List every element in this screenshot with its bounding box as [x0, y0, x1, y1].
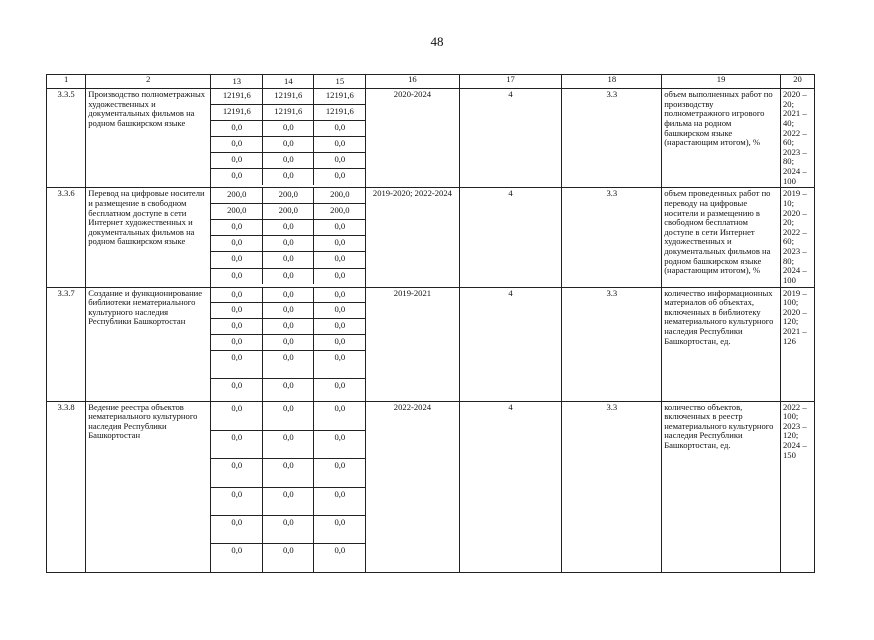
table-row — [47, 287, 815, 401]
value-cell: 0,0 — [314, 488, 365, 516]
value-cell: 200,0 — [263, 203, 314, 219]
value-cell: 0,0 — [314, 288, 365, 303]
target-line: 2024 – 100 — [782, 166, 807, 186]
table-row — [47, 188, 815, 287]
value-cell: 12191,6 — [263, 89, 314, 104]
row-targets — [780, 89, 814, 188]
row-col18: 3.3 — [562, 287, 662, 401]
value-cell: 0,0 — [314, 351, 365, 379]
header-cell: 13 — [211, 75, 262, 88]
table-body — [47, 75, 815, 573]
value-cell: 0,0 — [314, 335, 365, 351]
row-indicator: количество информационных материалов об объектах, включенных в библиотеку нематериального культурного наследия Республики Башкортостан, ед. — [662, 287, 781, 401]
value-cell: 0,0 — [314, 136, 365, 152]
value-cell: 12191,6 — [263, 104, 314, 120]
value-cell: 0,0 — [211, 488, 262, 516]
value-cell: 0,0 — [211, 120, 262, 136]
value-cell: 0,0 — [263, 319, 314, 335]
value-cell: 0,0 — [263, 351, 314, 379]
header-cell: 1 — [47, 75, 86, 89]
values-grid — [211, 89, 365, 185]
value-cell: 0,0 — [334, 545, 346, 555]
row-index: 3.3.8 — [47, 401, 86, 572]
target-line: 2024 – 150 — [782, 440, 807, 460]
value-cell: 0,0 — [263, 488, 314, 516]
value-cell: 0,0 — [314, 235, 365, 251]
value-cell: 0,0 — [263, 120, 314, 136]
value-cell: 0,0 — [211, 402, 262, 431]
row-col17: 4 — [459, 401, 562, 572]
target-line: 2022 – 60; — [782, 127, 807, 148]
table-row — [47, 89, 815, 188]
row-col17: 4 — [459, 89, 562, 188]
row-values — [211, 89, 366, 188]
header-row — [47, 75, 815, 89]
row-col17: 4 — [459, 287, 562, 401]
row-index: 3.3.7 — [47, 287, 86, 401]
row-values — [211, 287, 366, 401]
value-cell: 0,0 — [211, 459, 262, 488]
row-indicator: объем выполненных работ по производству полнометражного игрового фильма на родном башкирском языке (нарастающим итогом), % — [662, 89, 781, 188]
value-cell: 0,0 — [263, 544, 314, 572]
value-cell: 12191,6 — [314, 104, 365, 120]
value-cell: 0,0 — [211, 379, 262, 401]
target-line: 2023 – 80; — [782, 146, 807, 167]
value-cell: 0,0 — [211, 303, 262, 319]
value-cell: 0,0 — [314, 251, 365, 268]
header-cell: 17 — [459, 75, 562, 89]
value-cell: 0,0 — [334, 269, 346, 280]
target-line: 2023 – 80; — [782, 246, 807, 266]
value-cell: 0,0 — [263, 219, 314, 235]
row-values — [211, 401, 366, 572]
row-indicator: объем проведенных работ по переводу на цифровые носители и размещению в свободном бесплатном доступе в сети Интернет художественных и документальных фильмов на родном башкирском языке (нарастающим итогом), % — [662, 188, 781, 287]
row-col18: 3.3 — [562, 89, 662, 188]
value-cell: 0,0 — [314, 319, 365, 335]
value-cell: 200,0 — [314, 203, 365, 219]
value-cell: 0,0 — [211, 168, 262, 185]
value-cell: 0,0 — [314, 152, 365, 168]
row-targets — [780, 401, 814, 572]
table-row — [47, 401, 815, 572]
row-index: 3.3.6 — [47, 188, 86, 287]
value-cell: 0,0 — [211, 268, 262, 284]
row-period: 2019-2020; 2022-2024 — [366, 188, 459, 287]
target-line: 2022 – 100; — [782, 401, 807, 422]
value-cell: 200,0 — [263, 188, 314, 203]
value-cell: 12191,6 — [314, 89, 365, 104]
value-cell: 0,0 — [314, 402, 365, 431]
value-cell: 0,0 — [211, 431, 262, 459]
value-cell: 0,0 — [211, 544, 262, 572]
value-cell: 0,0 — [263, 168, 314, 185]
value-cell: 0,0 — [334, 380, 346, 390]
target-line: 2020 – 20; — [782, 89, 807, 109]
value-cell: 0,0 — [211, 319, 262, 335]
row-name: Перевод на цифровые носители и размещение в свободном бесплатном доступе в сети Интернет художественных и документальных фильмов на родном башкирском языке — [86, 188, 211, 287]
row-col18: 3.3 — [562, 188, 662, 287]
row-col18: 3.3 — [562, 401, 662, 572]
value-cell: 0,0 — [263, 303, 314, 319]
target-line: 2019 – 100; — [782, 287, 807, 308]
values-grid — [211, 288, 365, 401]
row-period: 2019-2021 — [366, 287, 459, 401]
row-targets — [780, 287, 814, 401]
value-cell: 0,0 — [263, 379, 314, 401]
target-line: 2023 – 120; — [782, 420, 807, 441]
value-cell: 0,0 — [314, 516, 365, 544]
value-cell: 0,0 — [314, 459, 365, 488]
value-cell: 0,0 — [314, 303, 365, 319]
value-cell: 0,0 — [314, 431, 365, 459]
value-cell: 0,0 — [263, 152, 314, 168]
value-cell: 0,0 — [314, 219, 365, 235]
value-cell: 0,0 — [263, 235, 314, 251]
value-cell: 12191,6 — [211, 104, 262, 120]
header-cell: 20 — [780, 75, 814, 89]
header-cell: 2 — [86, 75, 211, 89]
value-cell: 0,0 — [211, 152, 262, 168]
value-cell: 0,0 — [263, 402, 314, 431]
value-cell: 0,0 — [314, 120, 365, 136]
value-cell: 0,0 — [334, 169, 346, 180]
row-period: 2022-2024 — [366, 401, 459, 572]
value-cell: 0,0 — [263, 516, 314, 544]
value-cell: 0,0 — [263, 459, 314, 488]
row-period: 2020-2024 — [366, 89, 459, 188]
header-cell: 14 — [263, 75, 314, 88]
header-cols-13-15 — [211, 75, 366, 89]
row-targets — [780, 188, 814, 287]
row-values — [211, 188, 366, 287]
values-grid — [211, 188, 365, 284]
value-cell: 0,0 — [263, 335, 314, 351]
value-cell: 0,0 — [263, 136, 314, 152]
value-cell: 0,0 — [263, 431, 314, 459]
values-grid — [211, 402, 365, 572]
value-cell: 200,0 — [211, 188, 262, 203]
target-line: 2024 – 100 — [782, 265, 807, 285]
value-cell: 0,0 — [211, 251, 262, 268]
row-index: 3.3.5 — [47, 89, 86, 188]
page-number: 48 — [430, 34, 444, 49]
value-cell: 0,0 — [211, 351, 262, 379]
target-line: 2021 – 40; — [782, 108, 807, 128]
row-name: Ведение реестра объектов нематериального культурного наследия Республики Башкортостан — [86, 401, 211, 572]
target-line: 2021 – 126 — [782, 326, 807, 346]
row-col17: 4 — [459, 188, 562, 287]
value-cell: 0,0 — [263, 288, 314, 303]
target-line: 2020 – 20; — [782, 207, 807, 228]
value-cell: 200,0 — [314, 188, 365, 203]
value-cell: 0,0 — [211, 335, 262, 351]
header-cell: 19 — [662, 75, 781, 89]
value-cell: 0,0 — [211, 516, 262, 544]
target-line: 2019 – 10; — [782, 188, 807, 208]
value-cell: 12191,6 — [211, 89, 262, 104]
header-cell: 15 — [335, 76, 345, 86]
header-cell: 16 — [366, 75, 459, 89]
target-line: 2020 – 120; — [782, 306, 807, 327]
row-indicator: количество объектов, включенных в реестр нематериального культурного наследия Республики Башкортостан, ед. — [662, 401, 781, 572]
value-cell: 200,0 — [211, 203, 262, 219]
row-name: Создание и функционирование библиотеки нематериального культурного наследия Республики Башкортостан — [86, 287, 211, 401]
value-cell: 0,0 — [211, 219, 262, 235]
value-cell: 0,0 — [211, 235, 262, 251]
value-cell: 0,0 — [263, 268, 314, 284]
value-cell: 0,0 — [211, 136, 262, 152]
row-name: Производство полнометражных художественных и документальных фильмов на родном башкирском языке — [86, 89, 211, 188]
value-cell: 0,0 — [263, 251, 314, 268]
header-cell: 18 — [562, 75, 662, 89]
target-line: 2022 – 60; — [782, 226, 807, 247]
program-table — [46, 74, 815, 573]
value-cell: 0,0 — [211, 288, 262, 303]
